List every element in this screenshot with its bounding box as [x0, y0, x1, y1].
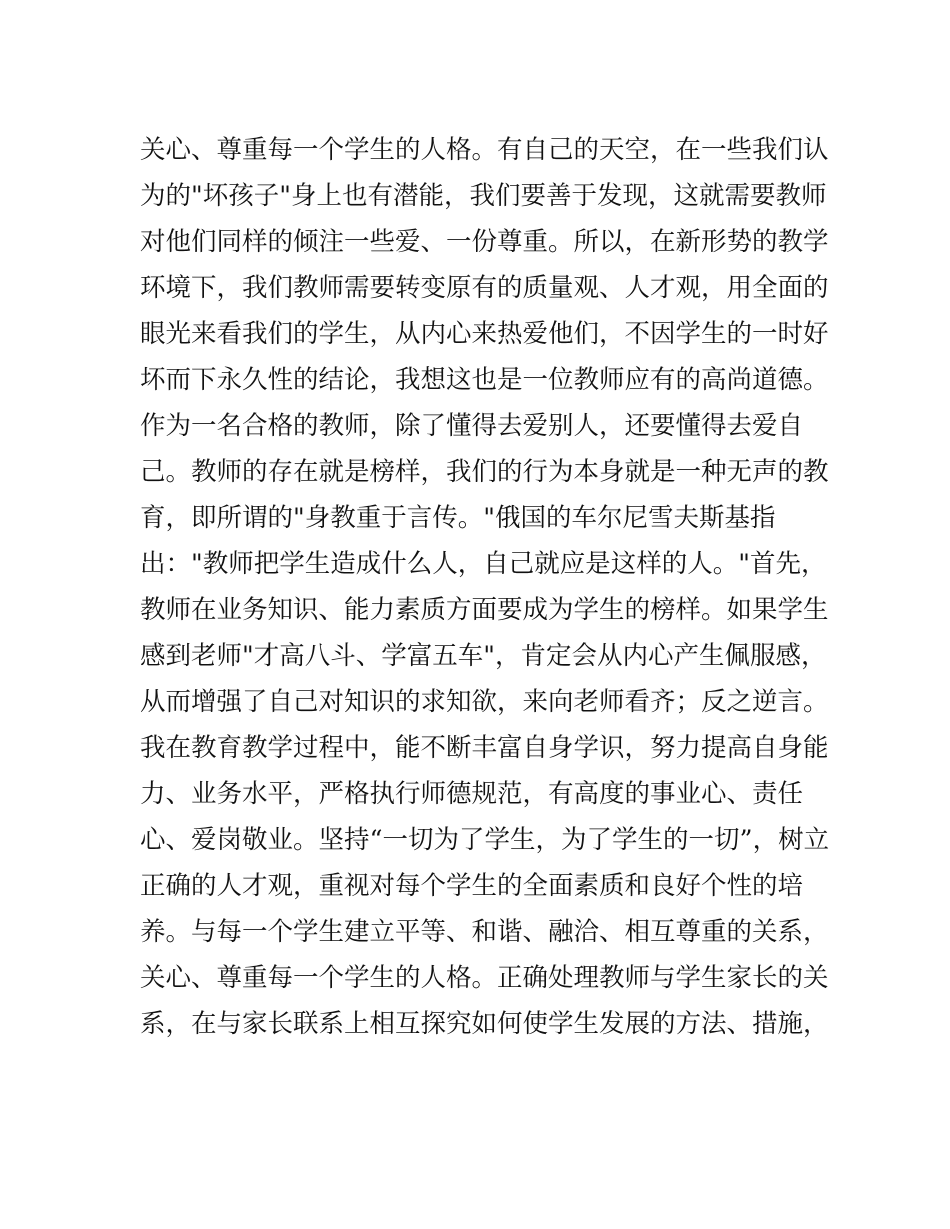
text-line: 从而增强了自己对知识的求知欲，来向老师看齐；反之逆言。 [140, 687, 829, 717]
text-line: 教师在业务知识、能力素质方面要成为学生的榜样。如果学生 [140, 595, 829, 625]
text-line: 力、业务水平，严格执行师德规范，有高度的事业心、责任 [140, 779, 804, 809]
text-line: 眼光来看我们的学生，从内心来热爱他们，不因学生的一时好 [140, 319, 829, 349]
text-line: 养。与每一个学生建立平等、和谐、融洽、相互尊重的关系， [140, 917, 829, 947]
text-line: 出："教师把学生造成什么人，自己就应是这样的人。"首先， [140, 549, 827, 579]
text-line: 正确的人才观，重视对每个学生的全面素质和良好个性的培 [140, 871, 804, 901]
text-line: 关心、尊重每一个学生的人格。正确处理教师与学生家长的关 [140, 963, 829, 993]
body-text [140, 127, 830, 1047]
text-line: 坏而下永久性的结论，我想这也是一位教师应有的高尚道德。 [140, 365, 829, 395]
text-line: 为的"坏孩子"身上也有潜能，我们要善于发现，这就需要教师 [140, 181, 827, 211]
text-line: 育，即所谓的"身教重于言传。"俄国的车尔尼雪夫斯基指 [140, 503, 776, 533]
text-line: 对他们同样的倾注一些爱、一份尊重。所以，在新形势的教学 [140, 227, 829, 257]
text-line: 系，在与家长联系上相互探究如何使学生发展的方法、措施， [140, 1009, 829, 1039]
text-line: 我在教育教学过程中，能不断丰富自身学识，努力提高自身能 [140, 733, 829, 763]
text-line: 心、爱岗敬业。坚持“一切为了学生，为了学生的一切”，树立 [140, 825, 830, 855]
text-line: 感到老师"才高八斗、学富五车"，肯定会从内心产生佩服感， [140, 641, 827, 671]
text-line: 关心、尊重每一个学生的人格。有自己的天空，在一些我们认 [140, 135, 829, 165]
text-line: 己。教师的存在就是榜样，我们的行为本身就是一种无声的教 [140, 457, 829, 487]
text-line: 环境下，我们教师需要转变原有的质量观、人才观，用全面的 [140, 273, 829, 303]
text-line: 作为一名合格的教师，除了懂得去爱别人，还要懂得去爱自 [140, 411, 804, 441]
